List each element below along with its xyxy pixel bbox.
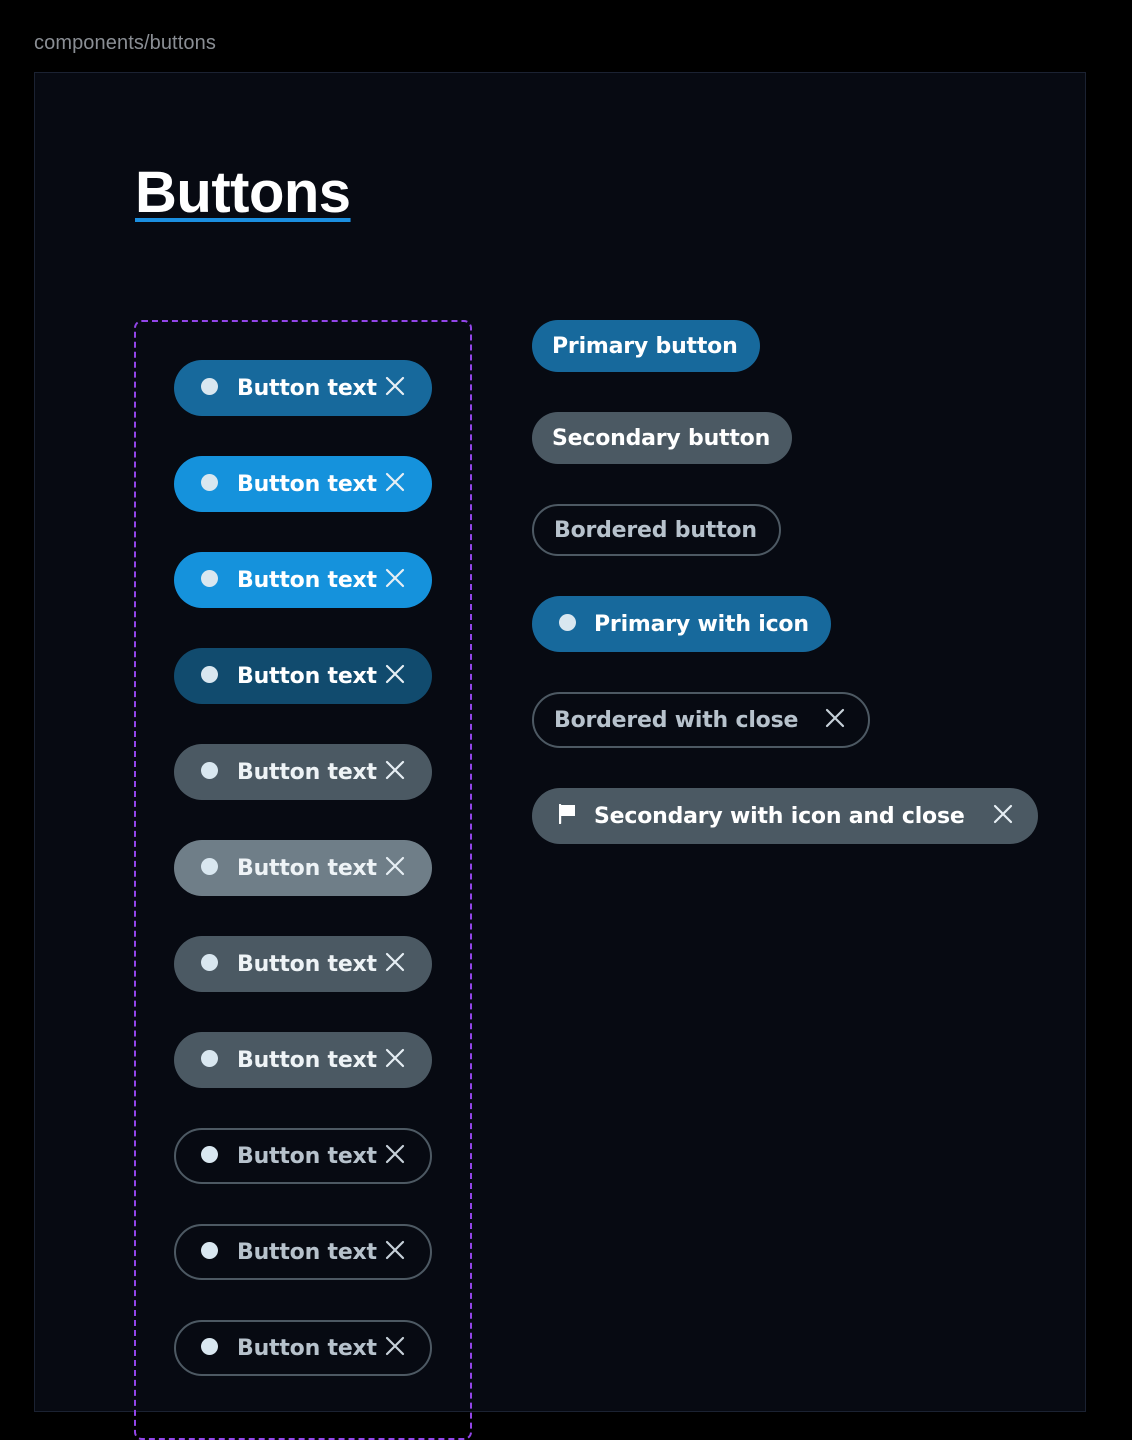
button-label: Primary button [552,333,738,359]
button-label: Button text [237,1239,377,1265]
close-icon[interactable] [992,803,1014,825]
variant-button-secondary-focus[interactable] [174,936,432,992]
button-label: Secondary with icon and close [594,803,965,829]
button-label: Secondary button [552,425,771,451]
close-icon[interactable] [384,1335,406,1357]
button-label: Button text [237,663,377,689]
bordered-with-close-button[interactable] [532,692,870,748]
primary-button[interactable] [532,320,760,372]
button-label: Button text [237,471,377,497]
dot-icon [201,1242,218,1259]
variant-button-bordered[interactable] [174,1128,432,1184]
button-label: Button text [237,951,377,977]
close-icon[interactable] [384,855,406,877]
dot-icon [201,570,218,587]
breadcrumb: components/buttons [34,32,216,54]
button-label: Button text [237,1047,377,1073]
secondary-with-icon-and-close-button[interactable] [532,788,1038,844]
button-label: Button text [237,567,377,593]
close-icon[interactable] [384,1047,406,1069]
close-icon[interactable] [384,567,406,589]
variant-button-bordered-hover[interactable] [174,1224,432,1280]
button-label: Bordered with close [554,707,799,733]
dot-icon [559,614,576,631]
dot-icon [201,1050,218,1067]
variant-button-secondary[interactable] [174,744,432,800]
primary-with-icon-button[interactable] [532,596,831,652]
close-icon[interactable] [384,471,406,493]
dot-icon [201,1338,218,1355]
variant-button-primary-focus[interactable] [174,552,432,608]
secondary-button[interactable] [532,412,792,464]
button-label: Primary with icon [594,611,809,637]
variant-button-primary-pressed[interactable] [174,648,432,704]
variant-button-secondary-pressed[interactable] [174,1032,432,1088]
button-label: Button text [237,375,377,401]
close-icon[interactable] [384,663,406,685]
dot-icon [201,666,218,683]
variant-button-primary-hover[interactable] [174,456,432,512]
dot-icon [201,858,218,875]
dot-icon [201,474,218,491]
bordered-button[interactable] [532,504,781,556]
dot-icon [201,762,218,779]
dot-icon [201,954,218,971]
close-icon[interactable] [384,1143,406,1165]
button-label: Button text [237,1335,377,1361]
dot-icon [201,378,218,395]
page-title: Buttons [135,160,351,225]
button-label: Button text [237,1143,377,1169]
button-label: Bordered button [554,517,757,543]
close-icon[interactable] [384,951,406,973]
close-icon[interactable] [384,1239,406,1261]
variant-group [134,320,472,1440]
variant-button-bordered-focus[interactable] [174,1320,432,1376]
canvas-frame [34,72,1086,1412]
button-label: Button text [237,855,377,881]
close-icon[interactable] [384,759,406,781]
dot-icon [201,1146,218,1163]
variant-button-secondary-hover[interactable] [174,840,432,896]
button-label: Button text [237,759,377,785]
variant-button-primary[interactable] [174,360,432,416]
flag-icon [559,804,576,824]
close-icon[interactable] [824,707,846,729]
close-icon[interactable] [384,375,406,397]
